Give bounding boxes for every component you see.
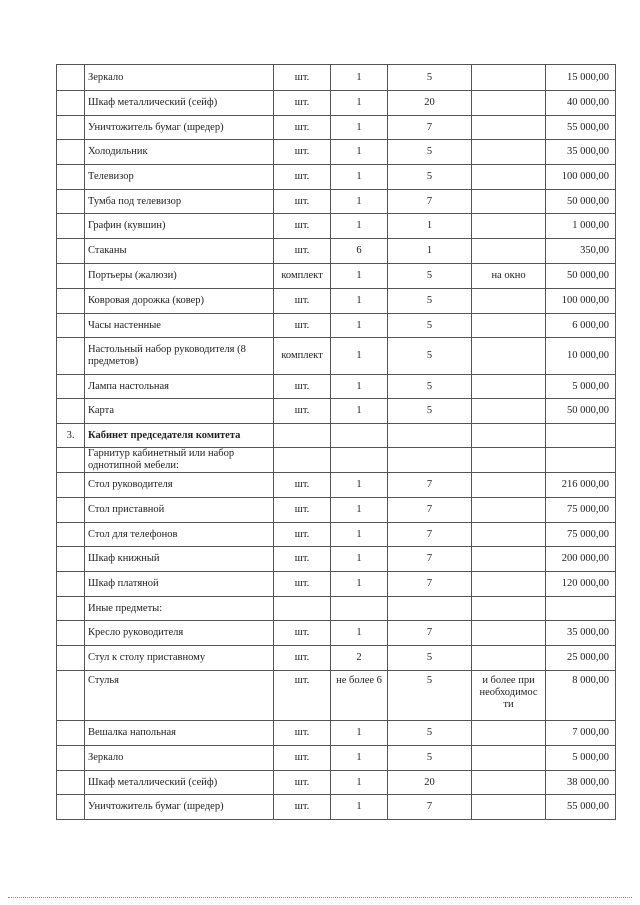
cell-row-number (57, 239, 85, 264)
cell-note (472, 795, 546, 820)
cell-service-years: 1 (388, 239, 472, 264)
cell-row-number (57, 597, 85, 621)
cell-note (472, 314, 546, 338)
cell-note (472, 190, 546, 214)
cell-unit: шт. (274, 65, 331, 91)
cell-quantity: 1 (331, 190, 388, 214)
cell-item-name: Шкаф платяной (85, 572, 274, 597)
cell-unit (274, 448, 331, 473)
cell-service-years: 5 (388, 399, 472, 424)
table-row (57, 399, 616, 424)
cell-note (472, 239, 546, 264)
cell-quantity (331, 597, 388, 621)
inventory-table (56, 64, 616, 820)
table-row (57, 165, 616, 190)
cell-unit: шт. (274, 289, 331, 314)
cell-row-number (57, 289, 85, 314)
cell-row-number (57, 473, 85, 498)
cell-item-name: Шкаф металлический (сейф) (85, 771, 274, 795)
cell-row-number (57, 498, 85, 523)
cell-item-name: Карта (85, 399, 274, 424)
cell-quantity: 1 (331, 214, 388, 239)
cell-service-years: 7 (388, 473, 472, 498)
cell-service-years: 5 (388, 140, 472, 165)
cell-note (472, 91, 546, 116)
cell-item-name: Лампа настольная (85, 375, 274, 399)
cell-unit: шт. (274, 399, 331, 424)
cell-note (472, 473, 546, 498)
cell-row-number (57, 646, 85, 671)
cell-unit: шт. (274, 746, 331, 771)
cell-price: 120 000,00 (546, 572, 616, 597)
cell-quantity: 1 (331, 572, 388, 597)
cell-note: на окно (472, 264, 546, 289)
cell-item-name: Стол приставной (85, 498, 274, 523)
cell-unit: шт. (274, 771, 331, 795)
cell-item-name: Стул к столу приставному (85, 646, 274, 671)
cell-price (546, 448, 616, 473)
cell-quantity: 1 (331, 746, 388, 771)
cell-service-years: 5 (388, 671, 472, 721)
cell-quantity: не более 6 (331, 671, 388, 721)
cell-quantity: 1 (331, 165, 388, 190)
cell-note (472, 116, 546, 140)
cell-item-name: Вешалка напольная (85, 721, 274, 746)
cell-quantity: 1 (331, 338, 388, 375)
cell-item-name: Зеркало (85, 65, 274, 91)
table-row (57, 116, 616, 140)
cell-note (472, 621, 546, 646)
cell-unit (274, 424, 331, 448)
inventory-table-body (57, 65, 616, 820)
cell-unit (274, 597, 331, 621)
cell-unit: шт. (274, 621, 331, 646)
table-row (57, 646, 616, 671)
cell-row-number (57, 547, 85, 572)
table-row (57, 572, 616, 597)
cell-row-number (57, 375, 85, 399)
cell-note (472, 523, 546, 547)
cell-unit: шт. (274, 140, 331, 165)
cell-unit: шт. (274, 795, 331, 820)
cell-row-number (57, 448, 85, 473)
cell-row-number (57, 795, 85, 820)
table-row (57, 671, 616, 721)
cell-row-number (57, 116, 85, 140)
cell-item-name: Телевизор (85, 165, 274, 190)
cell-row-number (57, 65, 85, 91)
cell-note (472, 771, 546, 795)
table-row (57, 314, 616, 338)
cell-quantity: 1 (331, 721, 388, 746)
cell-unit: шт. (274, 375, 331, 399)
cell-item-name: Стаканы (85, 239, 274, 264)
cell-price: 15 000,00 (546, 65, 616, 91)
cell-row-number (57, 91, 85, 116)
cell-service-years: 7 (388, 621, 472, 646)
cell-item-name: Уничтожитель бумаг (шредер) (85, 795, 274, 820)
cell-price: 75 000,00 (546, 498, 616, 523)
table-row (57, 375, 616, 399)
cell-note (472, 65, 546, 91)
cell-service-years: 7 (388, 523, 472, 547)
cell-service-years: 20 (388, 91, 472, 116)
cell-price: 350,00 (546, 239, 616, 264)
cell-quantity: 1 (331, 375, 388, 399)
cell-price: 25 000,00 (546, 646, 616, 671)
table-row (57, 523, 616, 547)
cell-price: 10 000,00 (546, 338, 616, 375)
cell-item-name: Стол для телефонов (85, 523, 274, 547)
cell-price (546, 597, 616, 621)
cell-unit: шт. (274, 190, 331, 214)
cell-row-number (57, 671, 85, 721)
cell-price: 38 000,00 (546, 771, 616, 795)
cell-price: 5 000,00 (546, 746, 616, 771)
cell-note (472, 597, 546, 621)
cell-price: 100 000,00 (546, 289, 616, 314)
cell-quantity: 6 (331, 239, 388, 264)
table-row (57, 289, 616, 314)
cell-quantity: 1 (331, 140, 388, 165)
cell-quantity: 1 (331, 795, 388, 820)
cell-note (472, 646, 546, 671)
cell-service-years (388, 424, 472, 448)
table-row (57, 498, 616, 523)
cell-item-name: Графин (кувшин) (85, 214, 274, 239)
cell-unit: шт. (274, 547, 331, 572)
cell-note: и более при необходимос ти (472, 671, 546, 721)
cell-service-years: 7 (388, 498, 472, 523)
cell-service-years (388, 597, 472, 621)
cell-service-years: 7 (388, 190, 472, 214)
cell-note (472, 746, 546, 771)
cell-note (472, 375, 546, 399)
cell-row-number (57, 721, 85, 746)
cell-service-years: 7 (388, 572, 472, 597)
cell-service-years: 20 (388, 771, 472, 795)
cell-row-number (57, 314, 85, 338)
cell-item-name: Шкаф книжный (85, 547, 274, 572)
cell-row-number (57, 572, 85, 597)
cell-note (472, 289, 546, 314)
cell-unit: шт. (274, 498, 331, 523)
cell-price: 6 000,00 (546, 314, 616, 338)
cell-note (472, 338, 546, 375)
cell-quantity: 1 (331, 289, 388, 314)
cell-item-name: Иные предметы: (85, 597, 274, 621)
cell-service-years: 7 (388, 547, 472, 572)
cell-row-number (57, 621, 85, 646)
page-bottom-divider (8, 897, 632, 898)
cell-service-years (388, 448, 472, 473)
cell-unit: шт. (274, 91, 331, 116)
cell-note (472, 140, 546, 165)
cell-price (546, 424, 616, 448)
cell-row-number (57, 523, 85, 547)
cell-item-name: Портьеры (жалюзи) (85, 264, 274, 289)
cell-unit: шт. (274, 572, 331, 597)
table-row (57, 473, 616, 498)
cell-service-years: 5 (388, 746, 472, 771)
cell-note (472, 721, 546, 746)
cell-row-number (57, 746, 85, 771)
cell-service-years: 5 (388, 375, 472, 399)
cell-price: 40 000,00 (546, 91, 616, 116)
cell-quantity (331, 448, 388, 473)
cell-note (472, 399, 546, 424)
cell-row-number (57, 338, 85, 375)
table-row (57, 239, 616, 264)
inventory-table-container (56, 64, 616, 820)
cell-quantity: 1 (331, 547, 388, 572)
cell-row-number (57, 771, 85, 795)
table-row (57, 338, 616, 375)
cell-price: 8 000,00 (546, 671, 616, 721)
table-row (57, 65, 616, 91)
cell-service-years: 5 (388, 721, 472, 746)
cell-row-number (57, 165, 85, 190)
cell-service-years: 5 (388, 289, 472, 314)
cell-quantity: 1 (331, 264, 388, 289)
cell-service-years: 1 (388, 214, 472, 239)
cell-unit: шт. (274, 523, 331, 547)
cell-item-name: Шкаф металлический (сейф) (85, 91, 274, 116)
cell-price: 100 000,00 (546, 165, 616, 190)
cell-note (472, 547, 546, 572)
cell-quantity: 1 (331, 116, 388, 140)
table-row (57, 264, 616, 289)
cell-price: 35 000,00 (546, 621, 616, 646)
table-row (57, 190, 616, 214)
table-row (57, 547, 616, 572)
table-row (57, 746, 616, 771)
table-row (57, 140, 616, 165)
cell-service-years: 5 (388, 338, 472, 375)
cell-price: 200 000,00 (546, 547, 616, 572)
cell-item-name: Стол руководителя (85, 473, 274, 498)
cell-item-name: Гарнитур кабинетный или набор однотипной мебели: (85, 448, 274, 473)
cell-note (472, 424, 546, 448)
cell-quantity: 2 (331, 646, 388, 671)
cell-price: 216 000,00 (546, 473, 616, 498)
cell-item-name: Часы настенные (85, 314, 274, 338)
cell-row-number: 3. (57, 424, 85, 448)
cell-item-name: Холодильник (85, 140, 274, 165)
table-row (57, 597, 616, 621)
table-row (57, 721, 616, 746)
cell-unit: шт. (274, 314, 331, 338)
table-row (57, 424, 616, 448)
cell-price: 50 000,00 (546, 399, 616, 424)
cell-quantity: 1 (331, 65, 388, 91)
cell-item-name: Уничтожитель бумаг (шредер) (85, 116, 274, 140)
cell-quantity: 1 (331, 771, 388, 795)
cell-unit: шт. (274, 165, 331, 190)
cell-quantity (331, 424, 388, 448)
cell-price: 5 000,00 (546, 375, 616, 399)
cell-item-name: Кабинет председателя комитета (85, 424, 274, 448)
cell-quantity: 1 (331, 523, 388, 547)
cell-note (472, 165, 546, 190)
cell-unit: шт. (274, 473, 331, 498)
cell-unit: шт. (274, 239, 331, 264)
cell-service-years: 5 (388, 165, 472, 190)
cell-unit: комплект (274, 264, 331, 289)
cell-item-name: Кресло руководителя (85, 621, 274, 646)
cell-price: 50 000,00 (546, 190, 616, 214)
cell-row-number (57, 140, 85, 165)
table-row (57, 214, 616, 239)
cell-item-name: Настольный набор руководителя (8 предметов) (85, 338, 274, 375)
cell-unit: комплект (274, 338, 331, 375)
cell-price: 75 000,00 (546, 523, 616, 547)
cell-row-number (57, 214, 85, 239)
cell-price: 55 000,00 (546, 116, 616, 140)
cell-note (472, 498, 546, 523)
cell-note (472, 572, 546, 597)
table-row (57, 795, 616, 820)
cell-service-years: 7 (388, 795, 472, 820)
cell-row-number (57, 190, 85, 214)
cell-price: 50 000,00 (546, 264, 616, 289)
cell-price: 7 000,00 (546, 721, 616, 746)
cell-quantity: 1 (331, 498, 388, 523)
table-row (57, 91, 616, 116)
cell-unit: шт. (274, 214, 331, 239)
cell-note (472, 214, 546, 239)
cell-unit: шт. (274, 671, 331, 721)
table-row (57, 771, 616, 795)
cell-item-name: Тумба под телевизор (85, 190, 274, 214)
cell-price: 35 000,00 (546, 140, 616, 165)
cell-unit: шт. (274, 721, 331, 746)
cell-unit: шт. (274, 646, 331, 671)
cell-price: 55 000,00 (546, 795, 616, 820)
cell-price: 1 000,00 (546, 214, 616, 239)
cell-item-name: Зеркало (85, 746, 274, 771)
cell-row-number (57, 264, 85, 289)
cell-row-number (57, 399, 85, 424)
cell-quantity: 1 (331, 399, 388, 424)
cell-item-name: Стулья (85, 671, 274, 721)
cell-service-years: 5 (388, 314, 472, 338)
cell-item-name: Ковровая дорожка (ковер) (85, 289, 274, 314)
cell-service-years: 5 (388, 65, 472, 91)
table-row (57, 621, 616, 646)
cell-quantity: 1 (331, 621, 388, 646)
cell-unit: шт. (274, 116, 331, 140)
cell-quantity: 1 (331, 314, 388, 338)
cell-quantity: 1 (331, 91, 388, 116)
cell-service-years: 5 (388, 264, 472, 289)
cell-service-years: 5 (388, 646, 472, 671)
cell-quantity: 1 (331, 473, 388, 498)
cell-service-years: 7 (388, 116, 472, 140)
cell-note (472, 448, 546, 473)
table-row (57, 448, 616, 473)
